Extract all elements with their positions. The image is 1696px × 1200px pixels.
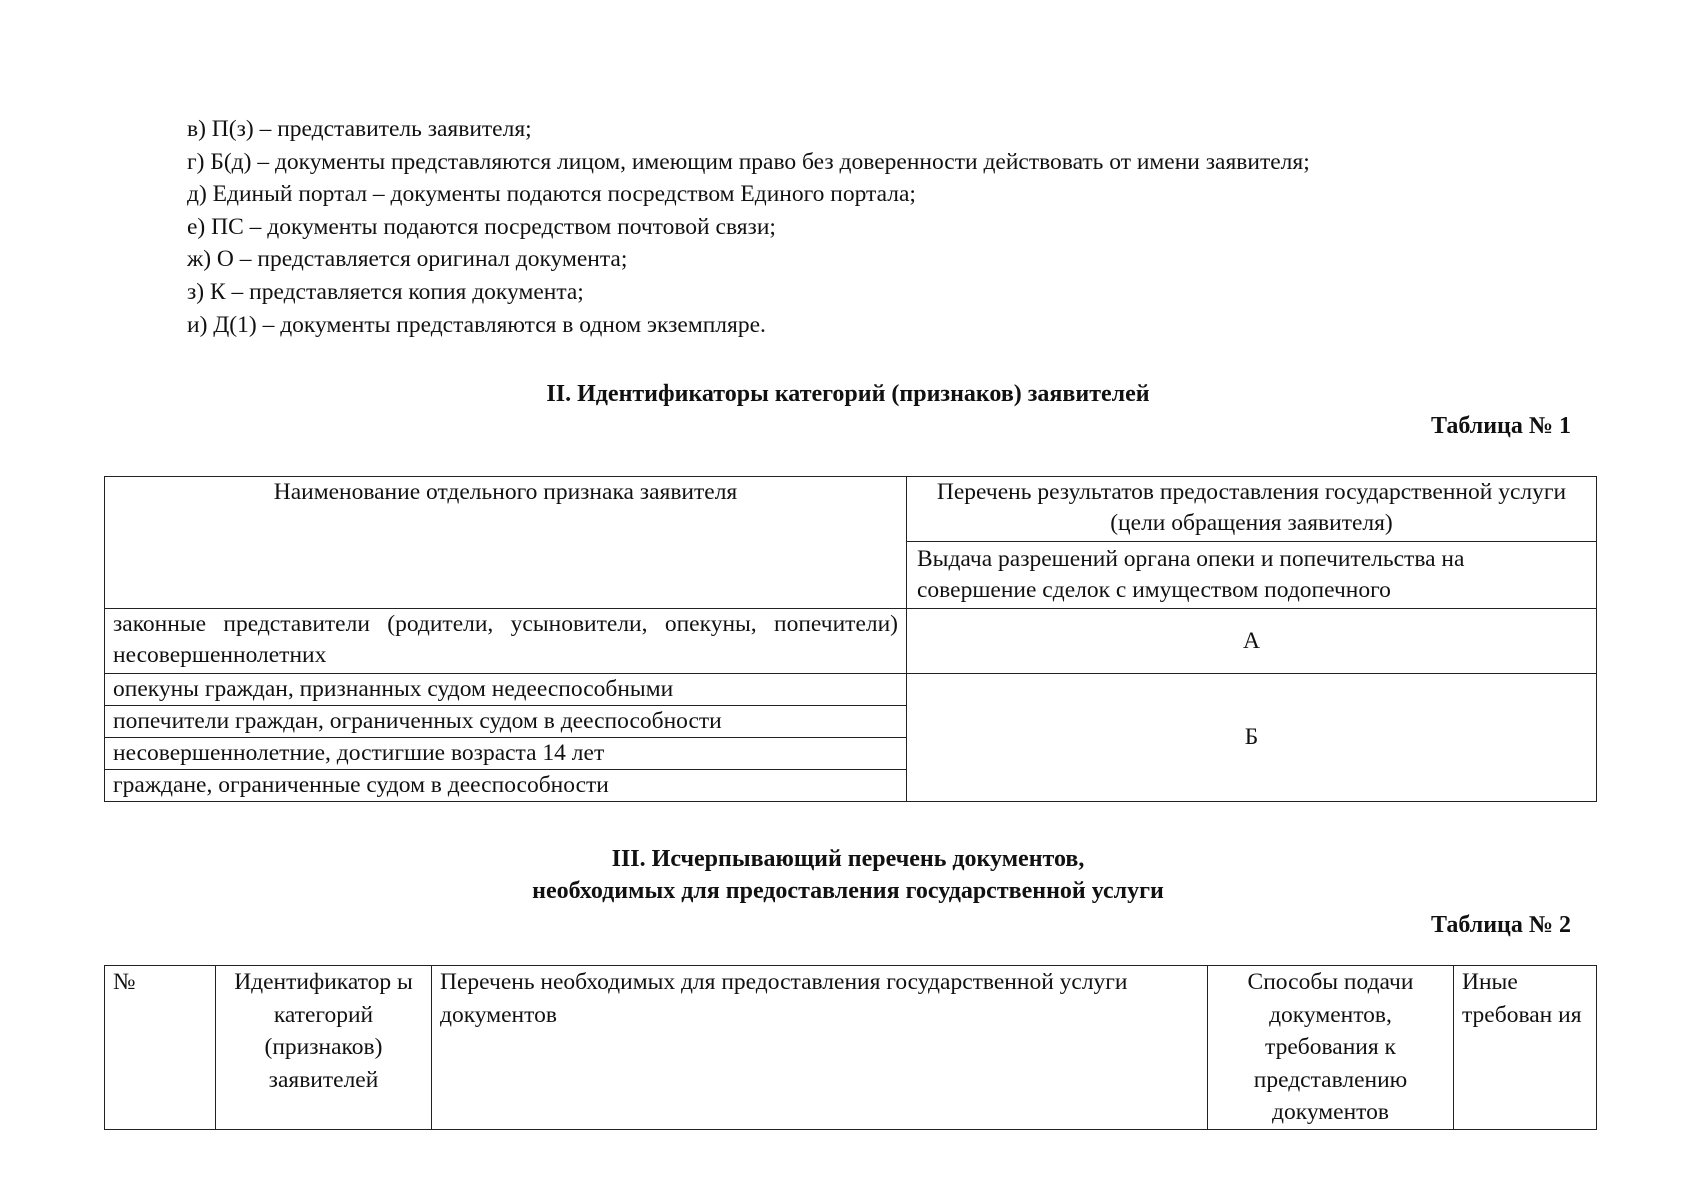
legend-item: з) К – представляется копия документа;: [187, 278, 584, 305]
legend-item: д) Единый портал – документы подаются посредством Единого портала;: [187, 181, 916, 208]
category-row-label: попечители граждан, ограниченных судом в дееспособности: [105, 706, 907, 738]
header-service-results: Перечень результатов предоставления государственной услуги (цели обращения заявителя): [907, 477, 1597, 542]
abbreviation-legend: [187, 113, 1310, 341]
table-1-caption: Таблица № 1: [1430, 413, 1571, 439]
required-documents-table: [104, 965, 1597, 1130]
service-name-cell: Выдача разрешений органа опеки и попечительства на совершение сделок с имуществом подопечного: [907, 541, 1597, 608]
legend-item: в) П(з) – представитель заявителя;: [187, 116, 532, 142]
column-header-documents-list: Перечень необходимых для предоставления государственной услуги документов: [432, 966, 1208, 1130]
category-row-label: несовершеннолетние, достигшие возраста 14 лет: [105, 738, 907, 770]
legend-item: и) Д(1) – документы представляются в одном экземпляре.: [187, 311, 766, 338]
category-row-label: законные представители (родители, усыновители, опекуны, попечители) несовершеннолетних: [105, 609, 907, 674]
column-header-number: №: [105, 966, 216, 1130]
column-header-other-requirements: Иные требован ия: [1454, 966, 1597, 1130]
section-3-heading-line-1: III. Исчерпывающий перечень документов,: [611, 846, 1085, 872]
category-code-a: А: [907, 609, 1597, 674]
legend-item: г) Б(д) – документы представляются лицом, имеющим право без доверенности действовать от имени заявителя;: [187, 148, 1310, 175]
applicant-categories-table: [104, 476, 1597, 802]
table-2-caption: Таблица № 2: [1430, 912, 1571, 938]
category-row-label: граждане, ограниченные судом в дееспособности: [105, 770, 907, 802]
column-header-submission-methods: Способы подачи документов, требования к представлению документов: [1208, 966, 1454, 1130]
section-2-heading: II. Идентификаторы категорий (признаков) заявителей: [546, 381, 1150, 407]
header-applicant-attribute: Наименование отдельного признака заявителя: [105, 477, 907, 609]
legend-item: ж) О – представляется оригинал документа;: [187, 246, 628, 273]
column-header-category-ids: Идентификатор ы категорий (признаков) заявителей: [216, 966, 432, 1130]
category-code-b: Б: [907, 674, 1597, 802]
section-3-heading-line-2: необходимых для предоставления государственной услуги: [532, 878, 1164, 904]
category-row-label: опекуны граждан, признанных судом недееспособными: [105, 674, 907, 706]
legend-item: е) ПС – документы подаются посредством почтовой связи;: [187, 213, 776, 240]
